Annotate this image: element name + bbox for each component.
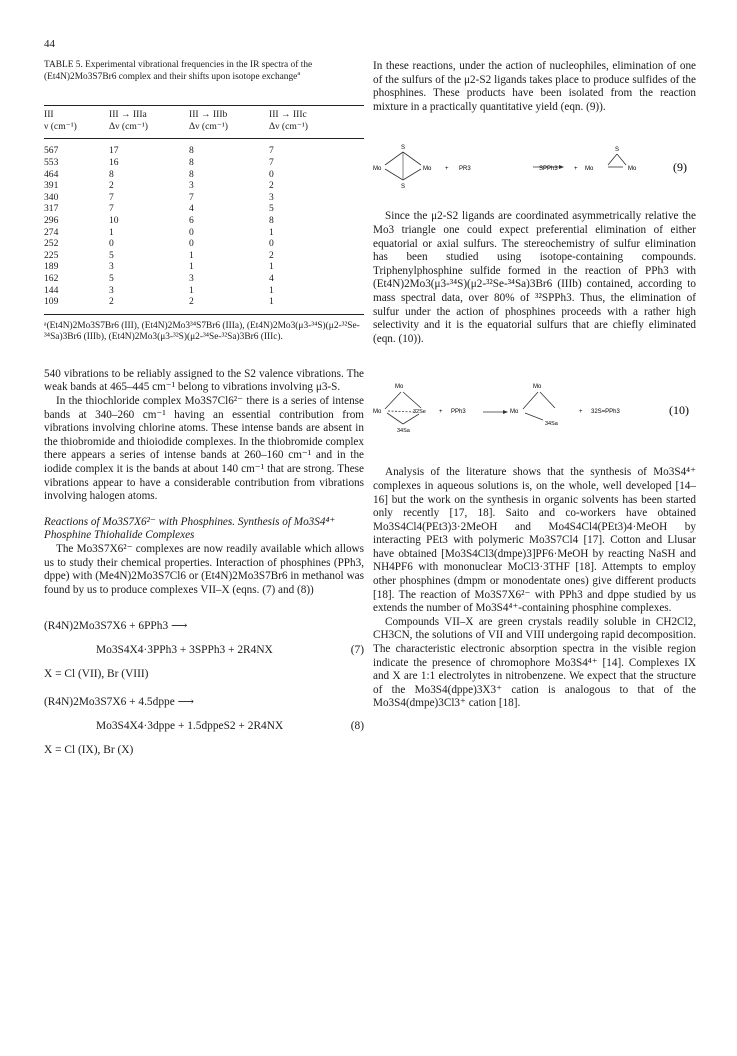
scheme-label: Mo <box>585 166 594 173</box>
equation-7-condition: X = Cl (VII), Br (VIII) <box>44 668 149 681</box>
table-subheader: Δν (cm⁻¹) <box>189 121 269 139</box>
left-column <box>44 60 364 757</box>
table-header: III → IIIa <box>109 106 189 121</box>
table-cell: 5 <box>269 203 274 215</box>
table-cell: 1 <box>269 284 274 296</box>
scheme-label: Mo <box>533 384 542 391</box>
scheme-label: PR3 <box>459 166 471 173</box>
table-cell: 340 <box>44 191 59 203</box>
table-cell: 0 <box>189 226 194 238</box>
paragraph: Analysis of the literature shows that the synthesis of Mo3S4⁴⁺ complexes in aqueous solutions is, on the whole, well developed [14–16] but the work on the synthesis in organic solvents has been started only recently [17, 18]. Saito and co-workers have obtained Mo3S4Cl4(PEt3)3·2MeOH and Mo4S4Cl4(PEt3)4·MeOH by interacting PEt3 with polymeric Mo3S7Cl4 [17]. Cotton and Llusar have obtained [Mo3S4Cl3(dmpe)3]PF6·MeOH by reacting NaSH and NH4PF6 with mononuclear MoCl3·3THF [18]. Attempts to employ other phosphines (dmpm or monodentate ones) give different products [18]. The reaction of Mo3S7X6²⁻ with PPh3 and dppe studied by us extends the number of Mo3S4⁴⁺-containing phosphine complexes. <box>373 466 696 615</box>
table-cell: 317 <box>44 203 59 215</box>
scheme-label: + <box>445 166 449 173</box>
table-cell: 189 <box>44 261 59 273</box>
scheme-label: Mo <box>373 409 382 416</box>
table-cell: 1 <box>269 296 364 314</box>
paragraph: The Mo3S7X6²⁻ complexes are now readily available which allows us to study their chemical properties. Interaction of phosphines (PPh3, dppe) with (Me4N)2Mo3S7Cl6 or (Et4N)2Mo3S7Br6 in methanol was found by us to produce complexes VII–X (eqns. (7) and (8)) <box>44 543 364 596</box>
equation-number: (10) <box>669 403 689 418</box>
table-cell: 3 <box>269 191 274 203</box>
table-cell: 144 <box>44 284 59 296</box>
paragraph: In the thiochloride complex Mo3S7Cl6²⁻ there is a series of intense bands at 340–260 cm⁻¹ having an essential contribution from vibrations involving chlorine atoms. These intense bands are absent in the thiobromide and thioiodide complexes. In the thiobromide complex there appears a series of intense bands at 260–160 cm⁻¹ and in the iodide complex it is the bands at about 140 cm⁻¹ that are strong. These vibrations appear to have a considerable contribution from vibrations involving halogen atoms. <box>44 395 364 503</box>
table-body <box>44 139 364 314</box>
table-row <box>44 227 364 239</box>
paragraph: Compounds VII–X are green crystals readily soluble in CH2Cl2, CH3CN, the solutions of VII and VIII undergoing rapid decomposition. The characteristic electronic absorption spectra in the visible region indicate the presence of chromophore Mo3S4⁴⁺ [14]. Complexes IX and X are 1:1 electrolytes in nitrobenzene. We expect that the structure of the Mo3S4(dppe)3X3⁺ cation is analogous to that of the Mo3S4(dmpe)3Cl3⁺ cation [18]. <box>373 615 696 710</box>
table-row <box>44 215 364 227</box>
table-cell: 4 <box>269 272 274 284</box>
table-cell: 0 <box>109 238 114 250</box>
scheme-label: SPPh3 <box>539 166 558 173</box>
scheme-label: PPh3 <box>451 409 466 416</box>
table-cell: 0 <box>269 168 274 180</box>
table-row <box>44 180 364 192</box>
table-cell: 10 <box>109 214 119 226</box>
table-cell: 4 <box>189 203 194 215</box>
table-cell: 1 <box>269 226 274 238</box>
equation-8-lhs: (R4N)2Mo3S7X6 + 4.5dppe ⟶ <box>44 696 194 709</box>
table-subheader: ν (cm⁻¹) <box>44 121 109 139</box>
table-cell: 3 <box>189 272 194 284</box>
scheme-label: + <box>574 166 578 173</box>
table-cell: 391 <box>44 180 59 192</box>
scheme-label: S <box>401 145 406 152</box>
equation-number: (7) <box>350 644 364 657</box>
scheme-10 <box>373 346 696 466</box>
paragraph: 540 vibrations to be reliably assigned to the S2 valence vibrations. The weak bands at 465–445 cm⁻¹ belong to vibrations involving μ3-S. <box>44 367 364 394</box>
table-cell: 162 <box>44 272 59 284</box>
table-footnote: ᵃ(Et4N)2Mo3S7Br6 (III), (Et4N)2Mo3³⁴S7Br6 (IIIa), (Et4N)2Mo3(μ3-³⁴S)(μ2-³²Se-³⁴Sa)3Br6 (IIIb), (Et4N)2Mo3(μ3-³²S)(μ2-³⁴Se-³²Sa)3Br6 (IIIc). <box>44 320 360 343</box>
scheme-label: Mo <box>423 166 432 173</box>
table-row <box>44 250 364 262</box>
table-cell: 3 <box>189 180 194 192</box>
table-cell: 109 <box>44 296 109 314</box>
table-cell: 567 <box>44 145 59 157</box>
equation-7-rhs: Mo3S4X4·3PPh3 + 3SPPh3 + 2R4NX (7) <box>96 644 364 657</box>
table-cell: 1 <box>189 284 194 296</box>
scheme-label: + <box>579 409 583 416</box>
table-row <box>44 261 364 273</box>
scheme-9 <box>373 114 696 210</box>
table-cell: 7 <box>109 191 114 203</box>
table-row <box>44 157 364 169</box>
table-cell: 252 <box>44 238 59 250</box>
table-cell: 7 <box>269 145 274 157</box>
table-cell: 8 <box>269 214 274 226</box>
table-cell: 1 <box>189 261 194 273</box>
table-cell: 1 <box>189 249 194 261</box>
scheme-9-drawing <box>373 114 696 210</box>
table-cell: 296 <box>44 214 59 226</box>
table-cell: 7 <box>109 203 114 215</box>
table-cell: 7 <box>189 191 194 203</box>
table-cell: 5 <box>109 272 114 284</box>
scheme-label: Mo <box>628 166 637 173</box>
equation-8-condition: X = Cl (IX), Br (X) <box>44 744 134 757</box>
table-cell: 2 <box>109 296 189 314</box>
equation-number: (8) <box>350 720 364 733</box>
scheme-label: S <box>401 184 406 191</box>
table-cell: 2 <box>189 296 269 314</box>
scheme-label: S <box>615 147 620 154</box>
table-row <box>44 238 364 250</box>
table-cell: 0 <box>189 238 194 250</box>
table-row <box>44 273 364 285</box>
vibration-table <box>44 105 364 315</box>
table-cell: 7 <box>269 156 274 168</box>
table-cell: 1 <box>109 226 114 238</box>
table-cell: 553 <box>44 156 59 168</box>
scheme-label: + <box>439 409 443 416</box>
scheme-label: Mo <box>395 384 404 391</box>
table-row <box>44 192 364 204</box>
table-header: III → IIIc <box>269 106 364 121</box>
table-row <box>44 203 364 215</box>
table-cell: 8 <box>189 168 194 180</box>
table-row <box>44 139 364 157</box>
table-caption: TABLE 5. Experimental vibrational frequencies in the IR spectra of the (Et4N)2Mo3S7Br6 complex and their shifts upon isotope exchange$^a$ <box>44 60 313 82</box>
scheme-label: 32Se <box>413 409 426 416</box>
table-cell: 2 <box>269 180 274 192</box>
table-cell: 5 <box>109 249 114 261</box>
scheme-label: 34Sa <box>397 428 410 435</box>
table-row <box>44 296 364 314</box>
scheme-label: 32S=PPh3 <box>591 409 620 416</box>
table-cell: 3 <box>109 261 114 273</box>
table-cell: 2 <box>269 249 274 261</box>
table-cell: 8 <box>109 168 114 180</box>
table-row <box>44 285 364 297</box>
table-cell: 0 <box>269 238 274 250</box>
table-cell: 8 <box>189 145 194 157</box>
table-cell: 464 <box>44 168 59 180</box>
scheme-10-drawing <box>373 346 696 466</box>
equation-8-rhs: Mo3S4X4·3dppe + 1.5dppeS2 + 2R4NX (8) <box>96 720 364 733</box>
right-column <box>373 60 696 711</box>
table-subheader-row <box>44 121 364 139</box>
table-header-row <box>44 106 364 121</box>
table-cell: 17 <box>109 145 119 157</box>
table-row <box>44 169 364 181</box>
table-header: III <box>44 106 109 121</box>
table-cell: 6 <box>189 214 194 226</box>
page-number: 44 <box>44 38 55 50</box>
table-cell: 16 <box>109 156 119 168</box>
scheme-label: Mo <box>373 166 382 173</box>
table-subheader: Δν (cm⁻¹) <box>269 121 364 139</box>
table-subheader: Δν (cm⁻¹) <box>109 121 189 139</box>
table-cell: 3 <box>109 284 114 296</box>
table-cell: 8 <box>189 156 194 168</box>
table-header: III → IIIb <box>189 106 269 121</box>
scheme-label: 34Sa <box>545 421 558 428</box>
section-heading: Reactions of Mo3S7X6²⁻ with Phosphines. Synthesis of Mo3S4⁴⁺ Phosphine Thiohalide Complexes <box>44 515 336 542</box>
table-cell: 2 <box>109 180 114 192</box>
equation-number: (9) <box>673 160 687 175</box>
table-cell: 1 <box>269 261 274 273</box>
paragraph: Since the μ2-S2 ligands are coordinated asymmetrically relative the Mo3 triangle one could expect preferential elimination of either equatorial or axial sulfurs. The stereochemistry of sulfur elimination has been studied using isotope-containing compounds. Triphenylphosphine sulfide formed in the reaction of PPh3 with (Et4N)2Mo3(μ3-³⁴S)(μ2-³²Se-³⁴Sa)3Br6 (IIIb) contained, according to mass spectral data, over 80% of ³²SPPh3. Thus, the elimination of sulfur under the action of phosphines proceeds with a rather high selectivity and it is the equatorial sulfurs that are chiefly eliminated (eqn. (10)). <box>373 210 696 345</box>
table-cell: 225 <box>44 249 59 261</box>
paragraph: In these reactions, under the action of nucleophiles, elimination of one of the sulfurs of the μ2-S2 ligands takes place to produce sulfides of the phosphines. These products have been isolated from the reaction mixture in a practically quantitative yield (eqn. (9)). <box>373 60 696 113</box>
scheme-label: Mo <box>510 409 519 416</box>
table-cell: 274 <box>44 226 59 238</box>
equation-7-lhs: (R4N)2Mo3S7X6 + 6PPh3 ⟶ <box>44 620 188 633</box>
